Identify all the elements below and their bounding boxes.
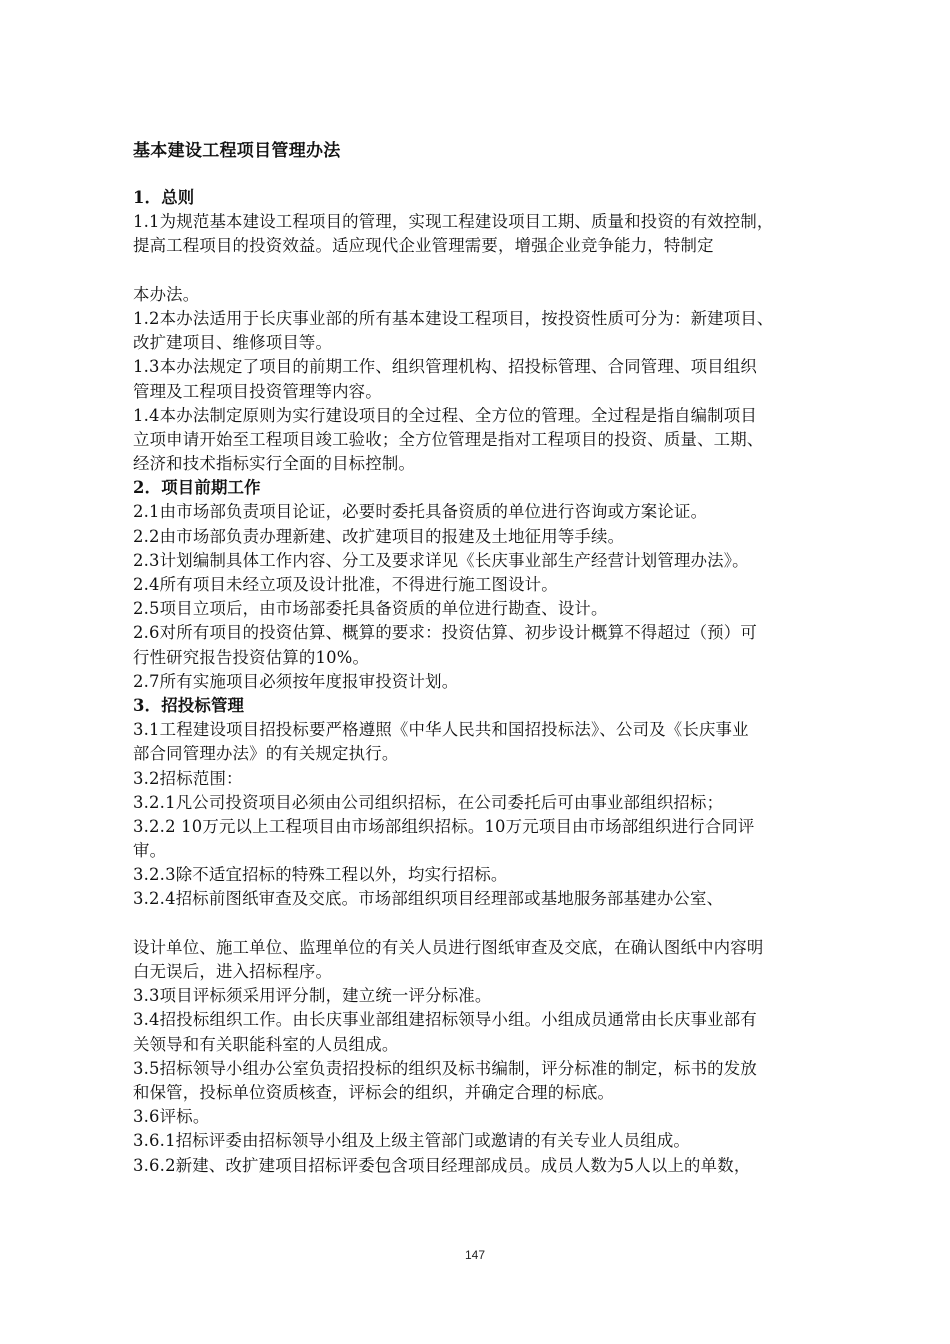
text-line: 关领导和有关职能科室的人员组成。 [133, 1034, 399, 1054]
text-line: 3.6.2新建、改扩建项目招标评委包含项目经理部成员。成员人数为5人以上的单数， [133, 1155, 751, 1175]
text-line: 2.2由市场部负责办理新建、改扩建项目的报建及土地征用等手续。 [133, 526, 625, 546]
text-line: 审。 [133, 841, 167, 861]
text-line: 3.2.3除不适宜招标的特殊工程以外，均实行招标。 [133, 865, 508, 885]
text-line: 改扩建项目、维修项目等。 [133, 333, 333, 353]
section-heading: 1．总则 [133, 188, 195, 207]
text-line: 提高工程项目的投资效益。适应现代企业管理需要，增强企业竞争能力，特制定 [133, 236, 714, 256]
text-line: 3.6评标。 [133, 1107, 210, 1127]
text-line: 2.4所有项目未经立项及设计批准，不得进行施工图设计。 [133, 575, 558, 594]
text-line: 部合同管理办法》的有关规定执行。 [133, 744, 399, 764]
text-line: 3.5招标领导小组办公室负责招投标的组织及标书编制，评分标准的制定，标书的发放 [133, 1058, 757, 1078]
text-line: 2.6对所有项目的投资估算、概算的要求：投资估算、初步设计概算不得超过（预）可 [133, 623, 757, 643]
text-line: 2.3计划编制具体工作内容、分工及要求详见《长庆事业部生产经营计划管理办法》。 [133, 550, 749, 570]
text-line: 2.1由市场部负责项目论证，必要时委托具备资质的单位进行咨询或方案论证。 [133, 502, 708, 522]
document-title: 基本建设工程项目管理办法 [133, 141, 341, 161]
text-line: 管理及工程项目投资管理等内容。 [133, 381, 382, 401]
text-line: 3.2.2 10万元以上工程项目由市场部组织招标。10万元项目由市场部组织进行合同评 [133, 816, 755, 836]
section-heading: 2．项目前期工作 [133, 478, 261, 498]
text-line: 行性研究报告投资估算的10%。 [133, 647, 370, 667]
text-line: 3.4招投标组织工作。由长庆事业部组建招标领导小组。小组成员通常由长庆事业部有 [133, 1010, 757, 1030]
text-line: 3.2.1凡公司投资项目必须由公司组织招标，在公司委托后可由事业部组织招标； [133, 792, 724, 812]
text-line: 经济和技术指标实行全面的目标控制。 [133, 454, 416, 474]
section-heading: 3．招投标管理 [133, 695, 245, 715]
blank-line [133, 912, 893, 936]
text-line: 2.5项目立项后，由市场部委托具备资质的单位进行勘查、设计。 [133, 599, 608, 619]
text-line: 3.2.4招标前图纸审查及交底。市场部组织项目经理部或基地服务部基建办公室、 [133, 889, 724, 909]
text-line: 3.2招标范围： [133, 768, 243, 788]
document-body [133, 186, 893, 1178]
text-line: 2.7所有实施项目必须按年度报审投资计划。 [133, 671, 459, 691]
text-line: 1.2本办法适用于长庆事业部的所有基本建设工程项目，按投资性质可分为：新建项目、 [133, 308, 774, 328]
text-line: 设计单位、施工单位、监理单位的有关人员进行图纸审查及交底，在确认图纸中内容明 [133, 937, 764, 957]
text-line: 3.1工程建设项目招投标要严格遵照《中华人民共和国招投标法》、公司及《长庆事业 [133, 720, 749, 740]
text-line: 3.6.1招标评委由招标领导小组及上级主管部门或邀请的有关专业人员组成。 [133, 1131, 691, 1151]
text-line: 本办法。 [133, 284, 200, 304]
text-line: 立项申请开始至工程项目竣工验收；全方位管理是指对工程项目的投资、质量、工期、 [133, 429, 764, 449]
text-line: 白无误后，进入招标程序。 [133, 962, 333, 981]
text-line: 1.3本办法规定了项目的前期工作、组织管理机构、招投标管理、合同管理、项目组织 [133, 357, 757, 377]
text-line: 1.1为规范基本建设工程项目的管理，实现工程建设项目工期、质量和投资的有效控制， [133, 212, 774, 232]
blank-line [133, 259, 893, 283]
text-line: 1.4本办法制定原则为实行建设项目的全过程、全方位的管理。全过程是指自编制项目 [133, 405, 757, 425]
text-line: 和保管，投标单位资质核查，评标会的组织，并确定合理的标底。 [133, 1082, 615, 1102]
text-line: 3.3项目评标须采用评分制，建立统一评分标准。 [133, 986, 492, 1006]
page-number: 147 [464, 1248, 486, 1262]
